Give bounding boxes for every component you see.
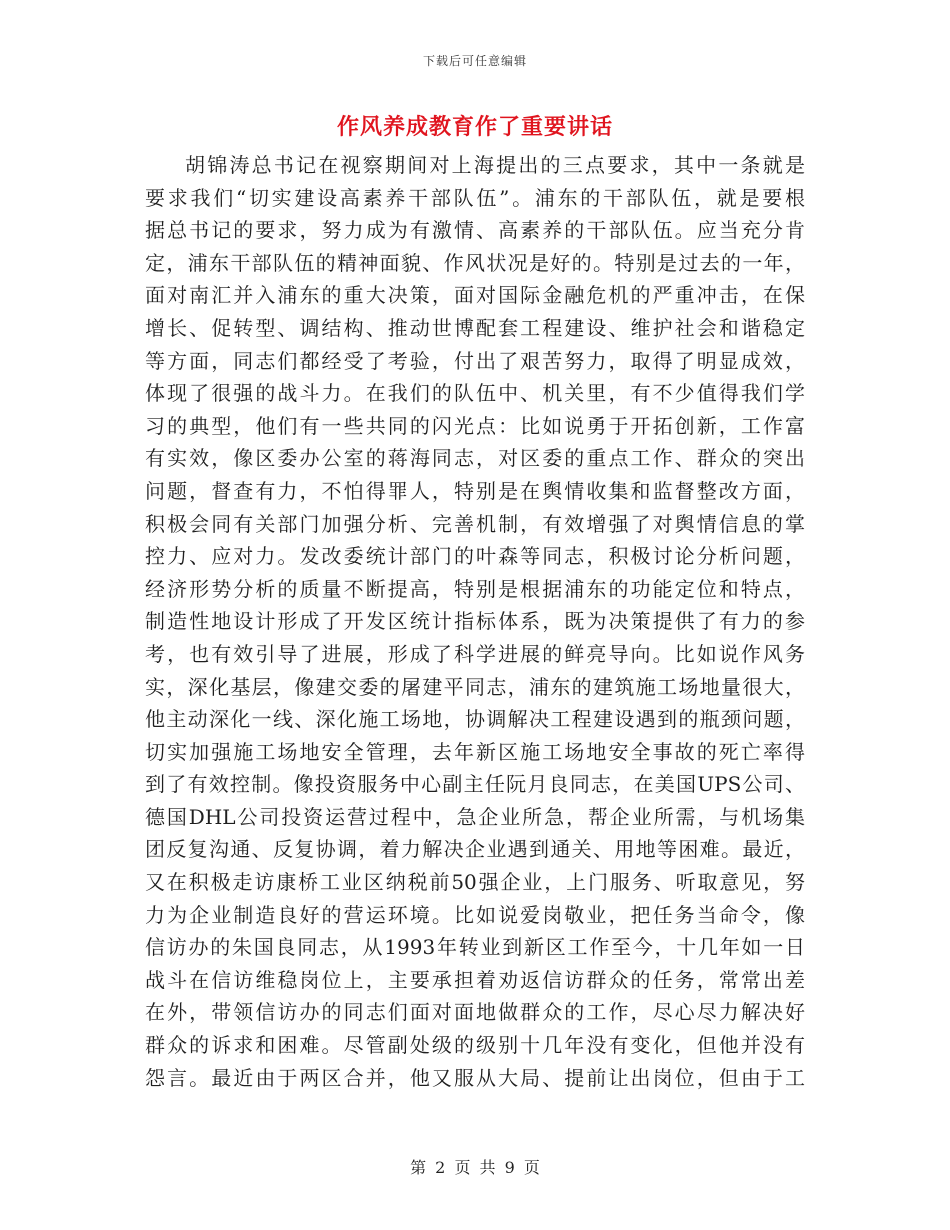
paragraph-line: 到了有效控制。像投资服务中心副主任阮月良同志，在美国UPS公司、	[145, 772, 805, 797]
paragraph-line: 他主动深化一线、深化施工场地，协调解决工程建设遇到的瓶颈问题，	[145, 707, 805, 732]
paragraph-line: 在外，带领信访办的同志们面对面地做群众的工作，尽心尽力解决好	[145, 1000, 805, 1025]
paragraph-line: 定，浦东干部队伍的精神面貌、作风状况是好的。特别是过去的一年，	[145, 250, 805, 275]
paragraph-line: 有实效，像区委办公室的蒋海同志，对区委的重点工作、群众的突出	[145, 446, 805, 471]
paragraph-line: 力为企业制造良好的营运环境。比如说爱岗敬业，把任务当命令，像	[145, 902, 805, 927]
paragraph-line: 胡锦涛总书记在视察期间对上海提出的三点要求，其中一条就是	[185, 153, 805, 177]
paragraph-line: 据总书记的要求，努力成为有激情、高素养的干部队伍。应当充分肯	[145, 218, 805, 243]
paragraph-line: 考，也有效引导了进展，形成了科学进展的鲜亮导向。比如说作风务	[145, 641, 805, 666]
paragraph-line: 又在积极走访康桥工业区纳税前50强企业，上门服务、听取意见，努	[145, 870, 805, 895]
paragraph-line: 经济形势分析的质量不断提高，特别是根据浦东的功能定位和特点，	[145, 576, 805, 601]
page-number-footer: 第 2 页 共 9 页	[410, 1158, 540, 1177]
paragraph-line: 积极会同有关部门加强分析、完善机制，有效增强了对舆情信息的掌	[145, 511, 805, 536]
paragraph-line: 切实加强施工场地安全管理，去年新区施工场地安全事故的死亡率得	[145, 739, 805, 764]
document-body	[145, 149, 805, 1094]
paragraph-line: 信访办的朱国良同志，从1993年转业到新区工作至今，十几年如一日	[145, 935, 805, 960]
page-header-note: 下载后可任意编辑	[422, 54, 527, 68]
paragraph-line: 等方面，同志们都经受了考验，付出了艰苦努力，取得了明显成效，	[145, 348, 805, 373]
paragraph-line: 团反复沟通、反复协调，着力解决企业遇到通关、用地等困难。最近，	[145, 837, 805, 862]
paragraph-line: 面对南汇并入浦东的重大决策，面对国际金融危机的严重冲击，在保	[145, 283, 805, 308]
paragraph-line: 怨言。最近由于两区合并，他又服从大局、提前让出岗位，但由于工	[145, 1065, 805, 1090]
paragraph-line: 体现了很强的战斗力。在我们的队伍中、机关里，有不少值得我们学	[145, 381, 805, 406]
paragraph-line: 习的典型，他们有一些共同的闪光点：比如说勇于开拓创新，工作富	[145, 413, 805, 438]
paragraph-line: 制造性地设计形成了开发区统计指标体系，既为决策提供了有力的参	[145, 609, 805, 634]
paragraph-line: 德国DHL公司投资运营过程中，急企业所急，帮企业所需，与机场集	[145, 804, 805, 829]
paragraph-line: 战斗在信访维稳岗位上，主要承担着劝返信访群众的任务，常常出差	[145, 967, 805, 992]
paragraph-line: 增长、促转型、调结构、推动世博配套工程建设、维护社会和谐稳定	[145, 315, 805, 340]
paragraph-line: 要求我们“切实建设高素养干部队伍”。浦东的干部队伍，就是要根	[145, 185, 805, 210]
document-title: 作风养成教育作了重要讲话	[336, 114, 613, 140]
paragraph-line: 实，深化基层，像建交委的屠建平同志，浦东的建筑施工场地量很大，	[145, 674, 805, 699]
paragraph-line: 问题，督查有力，不怕得罪人，特别是在舆情收集和监督整改方面，	[145, 478, 805, 503]
paragraph-line: 控力、应对力。发改委统计部门的叶森等同志，积极讨论分析问题，	[145, 544, 805, 569]
paragraph-line: 群众的诉求和困难。尽管副处级的级别十几年没有变化，但他并没有	[145, 1033, 805, 1058]
